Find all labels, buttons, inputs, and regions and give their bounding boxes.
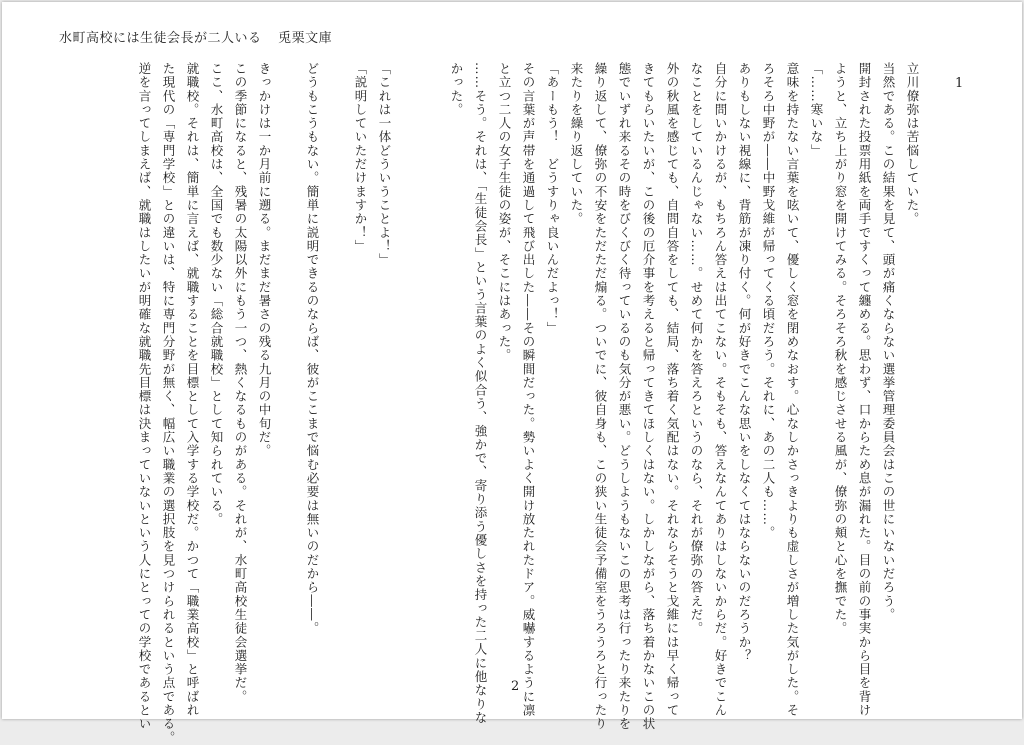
text-column: 「あーもう！ どうすりゃ良いんだよっ！」 [545, 62, 560, 335]
text-column: どうもこうもない。簡単に説明できるのならば、彼がここまで悩む必要は無いのだから――。 [305, 62, 320, 636]
text-column: 繰り返して、僚弥の不安をただただ煽る。ついでに、彼自身も、この狭い生徒会予備室をうろうろと行ったり [593, 62, 608, 731]
page-number-right: 1 [955, 76, 964, 91]
text-column: 開封された投票用紙を両手ですくって纏める。思わず、口からため息が漏れた。目の前の事実から目を背け [857, 62, 872, 718]
text-column: 来たりを繰り返していた。 [569, 62, 584, 226]
page-number-left: 2 [511, 679, 520, 694]
text-column: きてもらいたいが、この後の厄介事を考えると帰ってきてほしくはない。しかしながら、落ち着かないこの状 [641, 62, 656, 731]
text-column: 態でいずれ来るその時をびくびく待っているのも気分が悪い。どうしようもないこの思考は行ったり来たりを [617, 62, 632, 731]
text-column: 「これは一体どういうことよ！」 [377, 62, 392, 267]
text-column: ろそろ中野が――中野戈維が帰ってくる頃だろう。それに、あの二人も……。 [761, 62, 776, 540]
text-column: その言葉が声帯を通過して飛び出した――その瞬間だった。勢いよく開け放たれたドア。威嚇するように凛 [521, 62, 536, 718]
text-column: この季節になると、残暑の太陽以外にもう一つ、熱くなるものがある。それが、水町高校生徒会選挙だ。 [233, 62, 248, 704]
text-column: 就職校。それは、簡単に言えば、就職することを目標として入学する学校だ。かつて「職業高校」と呼ばれ [185, 62, 200, 718]
text-column: きっかけは一か月前に遡る。まだまだ暑さの残る九月の中旬だ。 [257, 62, 272, 458]
text-column: 「説明していただけますか！」 [353, 62, 368, 254]
publisher-name: 兎栗文庫 [278, 31, 333, 46]
text-column: 逆を言ってしまえば、就職はしたいが明確な就職先目標は決まっていないという人にとっての学校であるとい [137, 62, 152, 731]
vertical-text-body [92, 62, 920, 745]
blank-column [414, 62, 438, 664]
text-column: 自分に問いかけるが、もちろん答えは出てこない。そもそも、答えなんてありはしないからだ。好きでこん [713, 62, 728, 718]
text-column: かった。 [449, 62, 464, 117]
text-column: た現代の「専門学校」との違いは、特に専門分野が無く、幅広い職業の選択肢を見つけられるという点である。 [161, 62, 176, 745]
text-column: 「……寒いな」 [809, 62, 824, 158]
blank-column [390, 62, 414, 664]
text-column: 立川僚弥は苦悩していた。 [905, 62, 920, 226]
document-page [2, 2, 1022, 745]
running-header [59, 27, 332, 46]
text-column: 当然である。この結果を見て、頭が痛くならない選挙管理委員会はこの世にいないだろう。 [881, 62, 896, 622]
text-column: と立つ二人の女子生徒の姿が、そこにはあった。 [497, 62, 512, 363]
blank-column [270, 62, 294, 664]
text-column: 外の秋風を感じても、自問自答をしても、結局、落ち着く気配はない。それならそうと戈維には早く帰って [665, 62, 680, 718]
text-column: ……そう。それは、「生徒会長」という言葉のよく似合う、強かで、寄り添う優しさを持った二人に他なりな [473, 62, 488, 725]
book-title: 水町高校には生徒会長が二人いる [59, 31, 262, 46]
text-column: 意味を持たない言葉を呟いて、優しく窓を閉めなおす。心なしかさっきよりも虚しさが増した気がした。そ [785, 62, 800, 718]
text-column: ありもしない視線に、背筋が凍り付く。何が好きでこんな思いをしなくてはならないのだろうか？ [737, 62, 752, 663]
text-column: ここ、水町高校は、全国でも数少ない「総合就職校」として知られている。 [209, 62, 224, 527]
text-column: なことをしているんじゃない……。せめて何かを答えろというのなら、それが僚弥の答えだ。 [689, 62, 704, 636]
text-column: ようと、立ち上がり窓を開けてみる。そろそろ秋を感じさせる風が、僚弥の頬と心を撫でた。 [833, 62, 848, 636]
blank-column [318, 62, 342, 664]
